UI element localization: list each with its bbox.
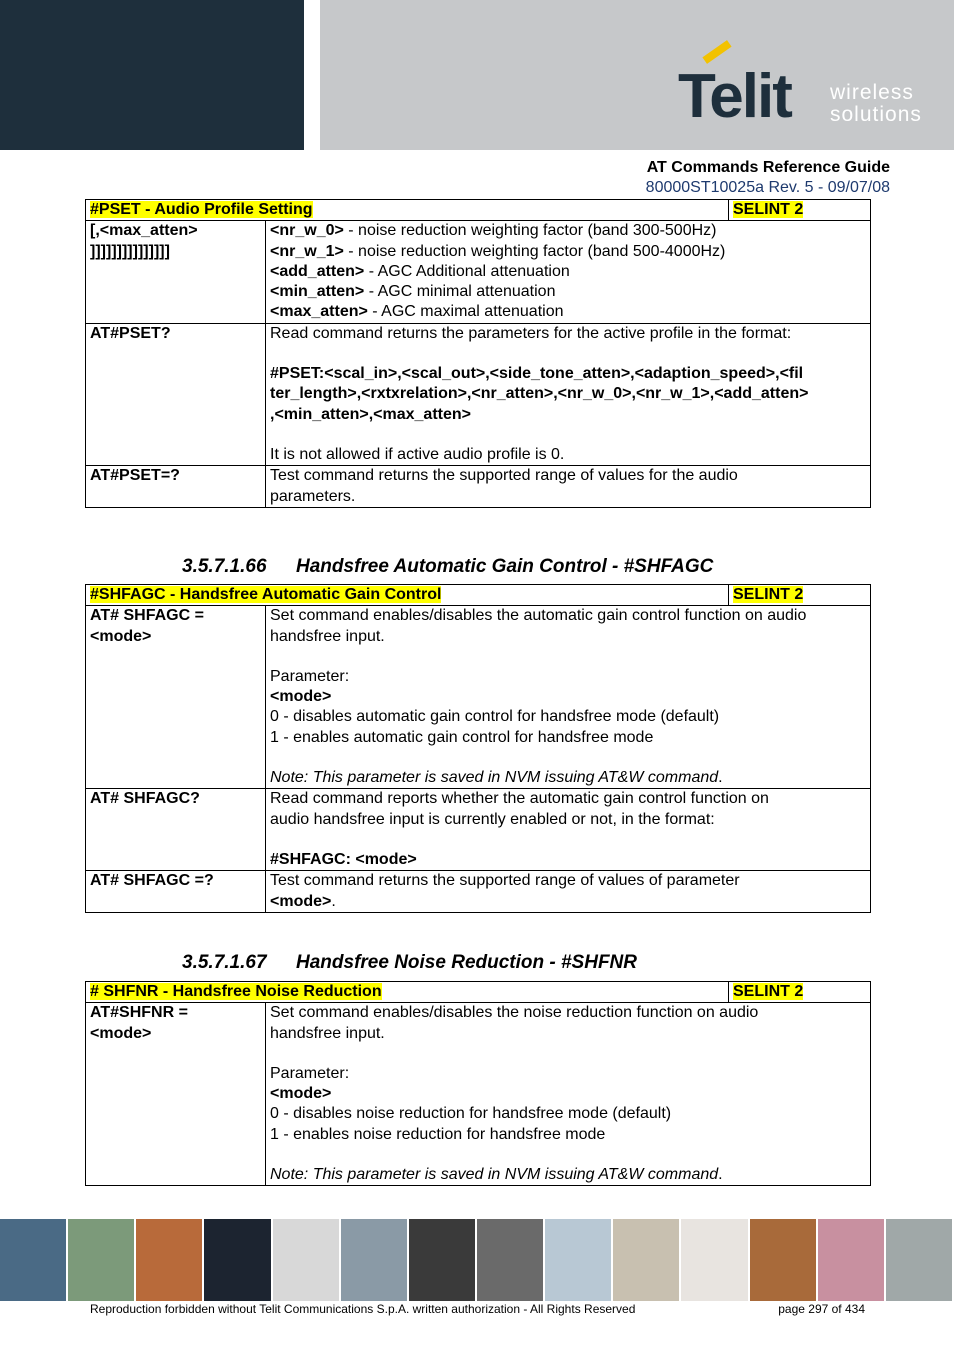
guide-title: AT Commands Reference Guide xyxy=(646,159,890,176)
selint-badge: SELINT 2 xyxy=(733,586,804,603)
table-row: [,<max_atten> ]]]]]]]]]]]]]]] <nr_w_0> - noise reduction weighting factor (band 300-500Hz) <nr_w_1> - noise reduction weighting factor (band 500-4000Hz) <add_atten> - AGC Additional attenuation <min_atten> - AGC minimal attenuation <max_atten> - AGC maximal attenuation xyxy=(86,221,871,323)
footer-photo xyxy=(477,1219,545,1301)
footer-photo xyxy=(886,1219,954,1301)
table-row: AT#PSET? Read command returns the parameters for the active profile in the format: #PSET:<scal_in>,<scal_out>,<side_tone_atten>,<adaption_speed>,<fil ter_length>,<rxtxrelation>,<nr_atten>,<nr_w_0>,<nr_w_1>,<add_atten> ,<min_atten>,<max_atten> It is not allowed if active audio profile is 0. xyxy=(86,323,871,465)
table-row: AT# SHFAGC =? Test command returns the supported range of values of parameter <mode>. xyxy=(86,871,871,913)
table-title: #SHFAGC - Handsfree Automatic Gain Control xyxy=(90,586,442,603)
table-title: # SHFNR - Handsfree Noise Reduction xyxy=(90,983,382,1000)
pset-table xyxy=(85,199,871,508)
revision-info: 80000ST10025a Rev. 5 - 09/07/08 xyxy=(645,179,890,196)
header-dark-panel xyxy=(0,0,304,150)
footer-photo xyxy=(750,1219,818,1301)
table-title: #PSET - Audio Profile Setting xyxy=(90,201,313,218)
footer-photo xyxy=(409,1219,477,1301)
shfagc-table xyxy=(85,584,871,913)
table-row: AT#SHFNR = <mode> Set command enables/disables the noise reduction function on audio handsfree input. Parameter: <mode> 0 - disables noise reduction for handsfree mode (default) 1 - enables noise reduction for handsfree mode Note: This parameter is saved in NVM issuing AT&W command. xyxy=(86,1003,871,1186)
table-header-row xyxy=(86,982,871,1003)
logo-wordmark: Telit xyxy=(678,62,791,131)
footer-photo xyxy=(273,1219,341,1301)
footer-photo xyxy=(68,1219,136,1301)
selint-badge: SELINT 2 xyxy=(733,201,804,218)
footer-photo xyxy=(341,1219,409,1301)
footer-photo xyxy=(136,1219,204,1301)
telit-logo xyxy=(678,48,938,138)
footer-photo xyxy=(613,1219,681,1301)
table-row: AT#PSET=? Test command returns the supported range of values for the audio parameters. xyxy=(86,466,871,508)
table-row: AT# SHFAGC? Read command reports whether the automatic gain control function on audio handsfree input is currently enabled or not, in the format: #SHFAGC: <mode> xyxy=(86,789,871,871)
section-heading-66: 3.5.7.1.66 Handsfree Automatic Gain Control - #SHFAGC xyxy=(182,556,714,577)
footer-photo xyxy=(204,1219,272,1301)
section-heading-67: 3.5.7.1.67 Handsfree Noise Reduction - #SHFNR xyxy=(182,952,637,973)
page-footer xyxy=(90,1302,870,1316)
table-header-row xyxy=(86,200,871,221)
table-header-row xyxy=(86,585,871,606)
page-number: page 297 of 434 xyxy=(778,1302,865,1316)
selint-badge: SELINT 2 xyxy=(733,983,804,1000)
footer-photo xyxy=(818,1219,886,1301)
logo-tagline: wireless solutions xyxy=(830,81,922,126)
footer-photo xyxy=(681,1219,749,1301)
copyright-notice: Reproduction forbidden without Telit Communications S.p.A. written authorization - All Rights Reserved xyxy=(90,1302,636,1316)
shfnr-table xyxy=(85,981,871,1186)
footer-photo xyxy=(545,1219,613,1301)
footer-photo xyxy=(0,1219,68,1301)
document-title xyxy=(646,158,890,198)
footer-photo-strip xyxy=(0,1219,954,1301)
table-row: AT# SHFAGC = <mode> Set command enables/disables the automatic gain control function on audio handsfree input. Parameter: <mode> 0 - disables automatic gain control for handsfree mode (default) 1 - enables automatic gain control for handsfree mode Note: This parameter is saved in NVM issuing AT&W command. xyxy=(86,606,871,789)
